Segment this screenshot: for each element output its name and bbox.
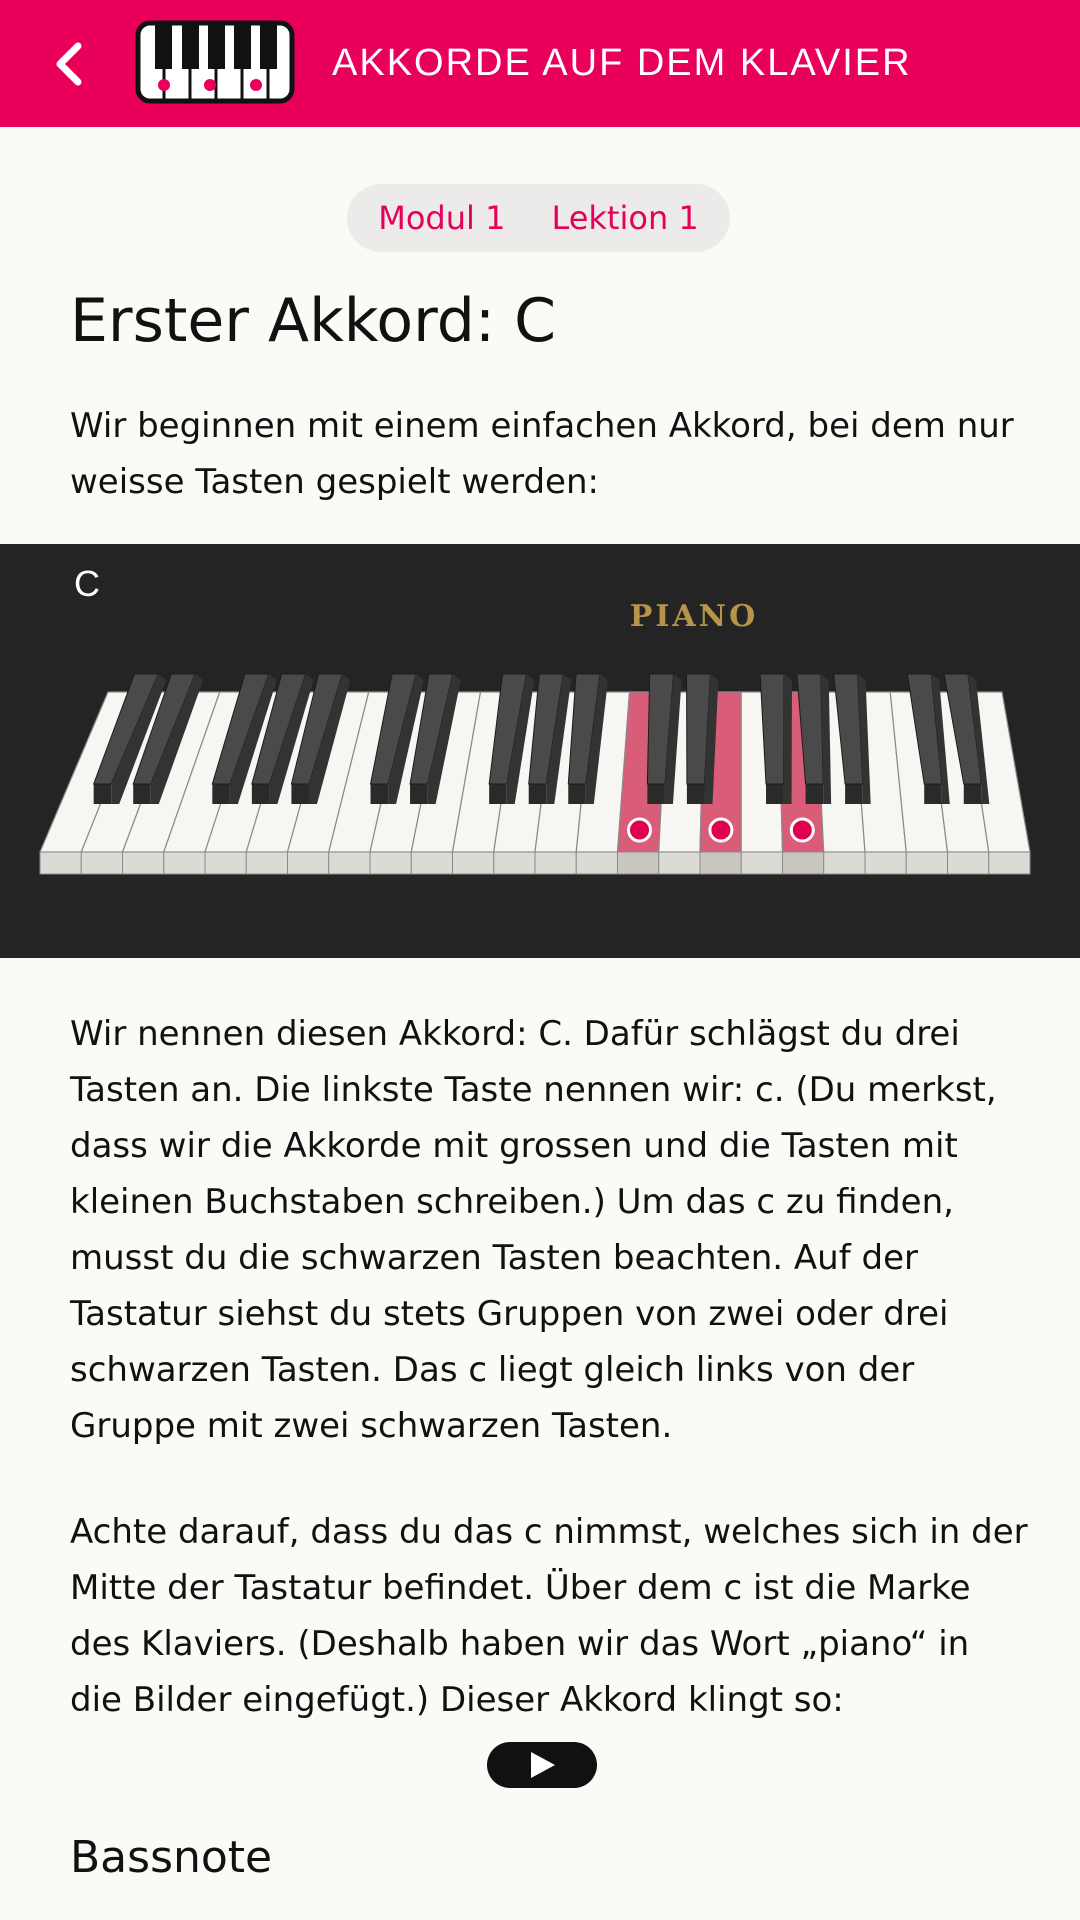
white-key-front — [411, 852, 452, 874]
play-icon — [531, 1752, 555, 1778]
white-key-front — [700, 852, 741, 874]
white-key-front — [205, 852, 246, 874]
app-bar — [0, 0, 1080, 127]
chord-note-dot — [710, 819, 732, 841]
breadcrumb — [347, 184, 730, 252]
white-key-front — [576, 852, 617, 874]
black-key-front — [133, 784, 151, 804]
black-key-front — [371, 784, 389, 804]
white-key-front — [535, 852, 576, 874]
breadcrumb-lesson[interactable]: Lektion 1 — [551, 199, 699, 237]
white-key-front — [370, 852, 411, 874]
black-key-front — [924, 784, 942, 804]
white-key-front — [824, 852, 865, 874]
white-key-front — [989, 852, 1030, 874]
white-key-front — [288, 852, 329, 874]
black-key-front — [766, 784, 784, 804]
intro-text: Wir beginnen mit einem einfachen Akkord, bei dem nur weisse Tasten gespielt werden: — [70, 406, 1014, 502]
black-key-front — [806, 784, 824, 804]
white-key-front — [865, 852, 906, 874]
white-key-front — [741, 852, 782, 874]
piano-keys-icon — [135, 20, 295, 104]
white-key-front — [618, 852, 659, 874]
white-key-front — [246, 852, 287, 874]
page-title: AKKORDE AUF DEM KLAVIER — [332, 42, 912, 84]
black-key-front — [529, 784, 547, 804]
keyboard-illustration — [0, 544, 1080, 958]
chord-sound-paragraph: Achte darauf, dass du das c nimmst, welches sich in der Mitte der Tastatur befindet. Über dem c ist die Marke des Klaviers. (Deshalb haben wir das Wort „piano“ in die Bilder eingefügt.) Dieser Akkord klingt so: — [70, 1512, 1028, 1720]
black-key-front — [687, 784, 705, 804]
black-key-front — [647, 784, 665, 804]
black-key-front — [964, 784, 982, 804]
black-key-front — [489, 784, 507, 804]
chord-label: C — [74, 563, 100, 604]
white-key-front — [81, 852, 122, 874]
section-heading-bassnote: Bassnote — [70, 1832, 273, 1883]
black-key-front — [845, 784, 863, 804]
white-key-front — [123, 852, 164, 874]
chevron-left-icon[interactable] — [40, 32, 104, 96]
piano-diagram — [0, 544, 1080, 958]
explanation-paragraph: Wir nennen diesen Akkord: C. Dafür schlägst du drei Tasten an. Die linkste Taste nennen wir: c. (Du merkst, dass wir die Akkorde mit grossen und die Tasten mit kleinen Buchstaben schreiben.) Um das c zu finden, musst du die schwarzen Tasten beachten. Auf der Tastatur siehst du stets Gruppen von zwei oder drei schwarzen Tasten. Das c liegt gleich links von der Gruppe mit zwei schwarzen Tasten. — [70, 1014, 997, 1446]
white-key-front — [164, 852, 205, 874]
black-key-side — [784, 674, 792, 804]
black-key-front — [252, 784, 270, 804]
white-key-front — [948, 852, 989, 874]
lesson-title: Erster Akkord: C — [70, 286, 557, 356]
white-key-front — [906, 852, 947, 874]
black-key-front — [94, 784, 112, 804]
play-button[interactable] — [487, 1742, 597, 1788]
chord-note-dot — [629, 819, 651, 841]
white-key-front — [40, 852, 81, 874]
white-key-front — [494, 852, 535, 874]
chord-note-dot — [791, 819, 813, 841]
black-key-front — [212, 784, 230, 804]
piano-brand-label: PIANO — [629, 599, 759, 634]
black-key-front — [291, 784, 309, 804]
black-key-front — [568, 784, 586, 804]
white-key-front — [659, 852, 700, 874]
white-key-front — [453, 852, 494, 874]
white-key-front — [783, 852, 824, 874]
black-key-front — [410, 784, 428, 804]
white-key-front — [329, 852, 370, 874]
breadcrumb-module[interactable]: Modul 1 — [378, 199, 506, 237]
